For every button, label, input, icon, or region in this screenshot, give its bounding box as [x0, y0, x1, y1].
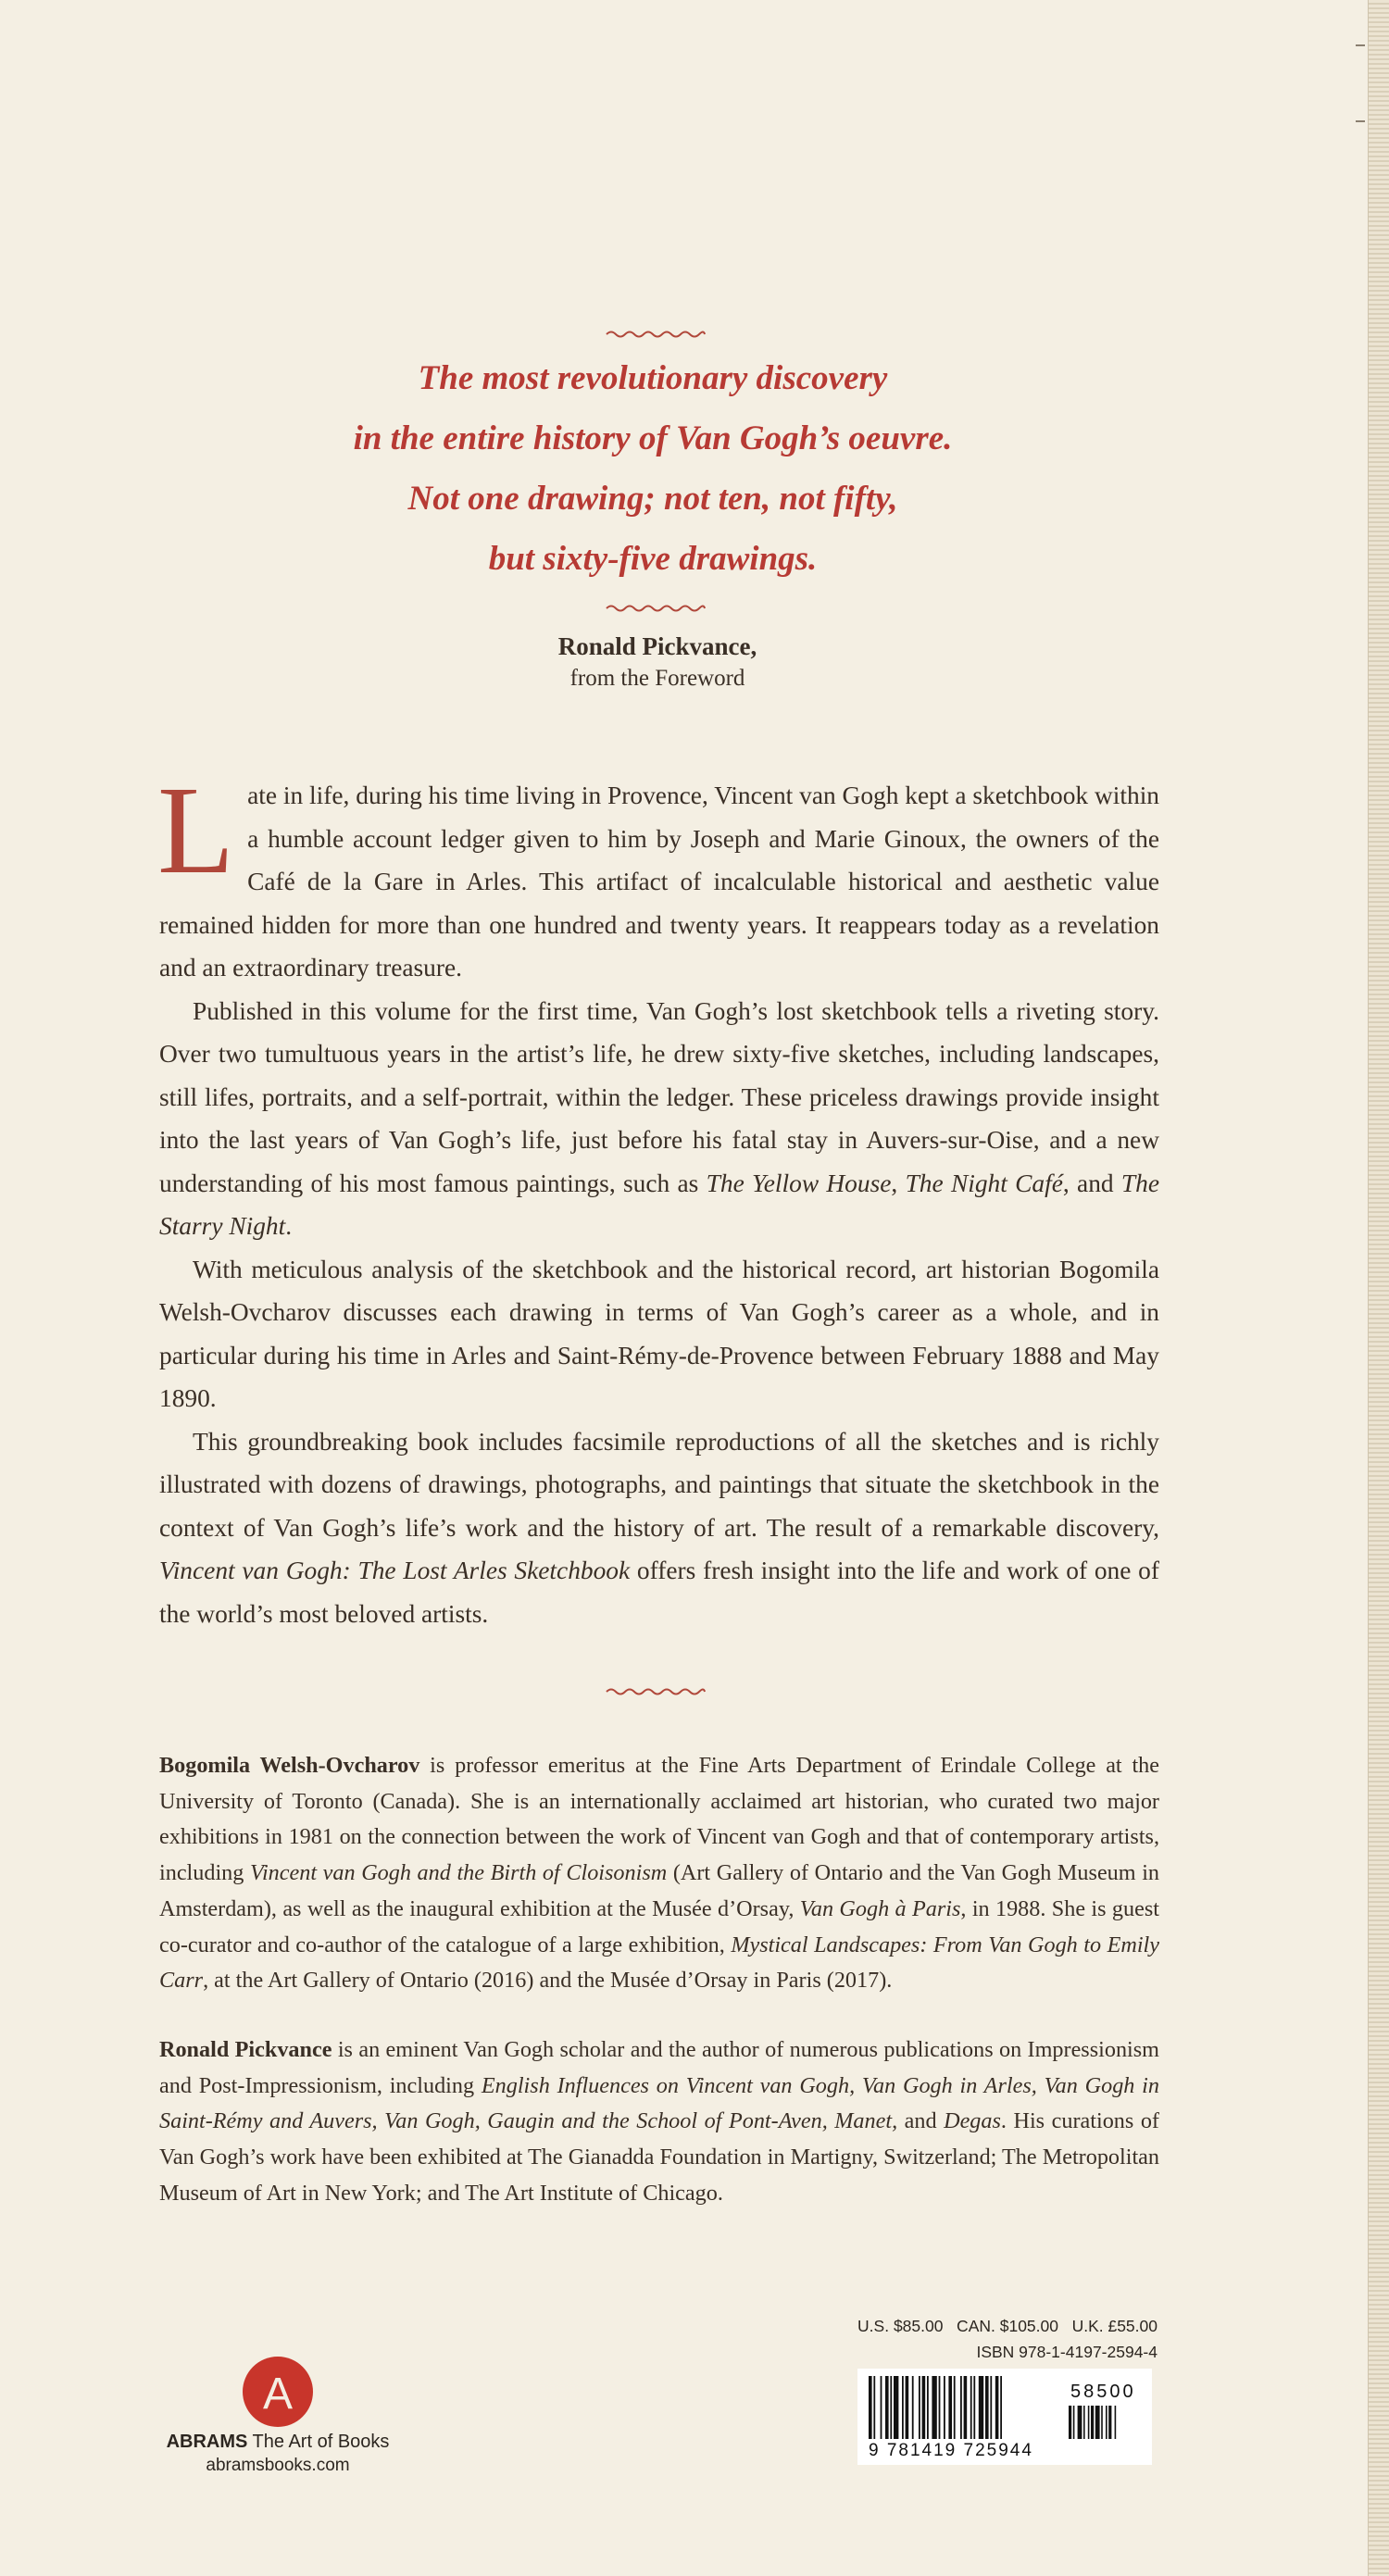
logo-letter: A — [262, 2370, 294, 2419]
barcode-bar — [927, 2376, 929, 2439]
barcode-bar — [922, 2376, 926, 2439]
barcode-bar — [1073, 2406, 1075, 2439]
barcode-bar — [960, 2376, 962, 2439]
publisher-tagline: The Art of Books — [247, 2432, 390, 2452]
barcode-bar — [1083, 2406, 1085, 2439]
barcode-bar — [1078, 2406, 1082, 2439]
barcode-bar — [873, 2376, 875, 2439]
barcode-bar — [1091, 2406, 1094, 2439]
barcode-bar — [881, 2376, 882, 2439]
price-block — [815, 2313, 1158, 2365]
pull-quote — [222, 348, 1083, 589]
barcode-bar — [906, 2376, 909, 2439]
barcode-bar — [1095, 2406, 1100, 2439]
barcode-bar — [902, 2376, 904, 2439]
painting-title: The Night Café — [905, 1169, 1063, 1197]
isbn: ISBN 978-1-4197-2594-4 — [976, 2343, 1158, 2361]
barcode-bar — [1000, 2376, 1002, 2439]
barcode-bar — [979, 2376, 983, 2439]
spine-tick — [1356, 120, 1365, 122]
quote-line: Not one drawing; not ten, not fifty, — [407, 480, 898, 518]
author-bio: Ronald Pickvance is an eminent Van Gogh scholar and the author of numerous publications on Impressionism and Post-Impressionism, including English Influences on Vincent van Gogh, Van Gogh in Arles, Van Gogh in Saint-Rémy and Auvers, Van Gogh, Gaugin and the School of Pont-Aven, Manet, and Degas. His curations of Van Gogh’s work have been exhibited at The Gianadda Foundation in Martigny, Switzerland; The Metropolitan Museum of Art in New York; and The Art Institute of Chicago. — [159, 2036, 1160, 2206]
attribution-source: from the Foreword — [569, 666, 745, 691]
barcode-bar — [948, 2376, 952, 2439]
barcode-bar — [932, 2376, 936, 2439]
quote-line: The most revolutionary discovery — [418, 359, 888, 397]
barcode-bar — [990, 2376, 992, 2439]
author-bios — [159, 1748, 1159, 2245]
barcode-bar — [944, 2376, 945, 2439]
barcode-digits: 9 781419 725944 — [869, 2441, 1033, 2460]
description-paragraph: Published in this volume for the first time, Van Gogh’s lost sketchbook tells a riveting story. Over two tumultuous years in the artist’s life, he drew sixty-five sketches, including landscapes, still lifes, portraits, and a self-portrait, within the ledger. These priceless drawings provide insight into the last years of Van Gogh’s life, just before his fatal stay in Auvers-sur-Oise, and a new understanding of his most famous paintings, such as The Yellow House, The Night Café, and The Starry Night. — [159, 996, 1159, 1240]
barcode-price-code: 58500 — [1070, 2382, 1136, 2402]
description-paragraph: With meticulous analysis of the sketchbook and the historical record, art historian Bogomila Welsh-Ovcharov discusses each drawing in terms of Van Gogh’s career as a whole, and in particular during his time in Arles and Saint-Rémy-de-Provence between February 1888 and May 1890. — [159, 1255, 1159, 1412]
book-title: Vincent van Gogh: The Lost Arles Sketchbook — [159, 1557, 631, 1584]
publisher-website: abramsbooks.com — [206, 2456, 350, 2475]
attribution-name: Ronald Pickvance, — [557, 632, 757, 660]
quote-line: but sixty-five drawings. — [488, 540, 818, 578]
author-name: Ronald Pickvance — [159, 2036, 332, 2062]
publisher-info — [139, 2430, 417, 2478]
barcode-bar — [995, 2376, 999, 2439]
barcode-bar — [954, 2376, 956, 2439]
ornament-divider — [605, 1685, 707, 1698]
barcode-bar — [1101, 2406, 1103, 2439]
barcode-bar — [1115, 2406, 1117, 2439]
author-name: Bogomila Welsh-Ovcharov — [159, 1753, 420, 1778]
painting-title: The Yellow House — [706, 1169, 892, 1197]
barcode-bar — [919, 2376, 920, 2439]
barcode-bar — [939, 2376, 941, 2439]
quote-attribution — [370, 630, 945, 694]
barcode-bar — [869, 2376, 872, 2439]
barcode-bar — [964, 2376, 968, 2439]
quote-line: in the entire history of Van Gogh’s oeuvre. — [353, 419, 953, 457]
book-description — [157, 761, 1159, 1635]
abrams-logo-icon — [243, 2357, 313, 2427]
spine-tick — [1356, 44, 1365, 46]
barcode-bar — [973, 2376, 975, 2439]
ornament-divider — [605, 602, 707, 615]
spine-edge — [1368, 0, 1389, 2576]
barcode-bar — [1069, 2406, 1071, 2439]
publisher-brand: ABRAMS — [166, 2432, 248, 2452]
barcode-bar — [970, 2376, 972, 2439]
price-list: U.S. $85.00 CAN. $105.00 U.K. £55.00 — [857, 2317, 1158, 2335]
barcode-bar — [894, 2376, 898, 2439]
description-paragraph: This groundbreaking book includes facsimile reproductions of all the sketches and is richly illustrated with dozens of drawings, photographs, and paintings that situate the sketchbook in the context of Van Gogh’s life’s work and the history of art. The result of a remarkable discovery, Vincent van Gogh: The Lost Arles Sketchbook offers fresh insight into the life and work of one of the world’s most beloved artists. — [159, 1427, 1159, 1628]
drop-cap: L — [157, 761, 235, 900]
barcode-bar — [1108, 2406, 1111, 2439]
barcode-bar — [890, 2376, 892, 2439]
barcode-bar — [1088, 2406, 1090, 2439]
barcode-bar — [885, 2376, 889, 2439]
author-bio: Bogomila Welsh-Ovcharov is professor emeritus at the Fine Arts Department of Erindale College at the University of Toronto (Canada). She is an internationally acclaimed art historian, who curated two major exhibitions in 1981 on the connection between the work of Vincent van Gogh and that of contemporary artists, including Vincent van Gogh and the Birth of Cloisonism (Art Gallery of Ontario and the Van Gogh Museum in Amsterdam), as well as the inaugural exhibition at the Musée d’Orsay, Van Gogh à Paris, in 1988. She is guest co-curator and co-author of the catalogue of a large exhibition, Mystical Landscapes: From Van Gogh to Emily Carr, at the Art Gallery of Ontario (2016) and the Musée d’Orsay in Paris (2017). — [159, 1753, 1160, 1994]
barcode-bar — [985, 2376, 989, 2439]
description-paragraph: Late in life, during his time living in Provence, Vincent van Gogh kept a sketchbook within a humble account ledger given to him by Joseph and Marie Ginoux, the owners of the Café de la Gare in Arles. This artifact of incalculable historical and aesthetic value remained hidden for more than one hundred and twenty years. It reappears today as a revelation and an extraordinary treasure. — [157, 761, 1159, 982]
ornament-divider — [605, 328, 707, 341]
barcode-bar — [1106, 2406, 1107, 2439]
painting-title: The Starry Night — [159, 1169, 1159, 1240]
barcode — [857, 2369, 1152, 2465]
barcode-bar — [912, 2376, 914, 2439]
